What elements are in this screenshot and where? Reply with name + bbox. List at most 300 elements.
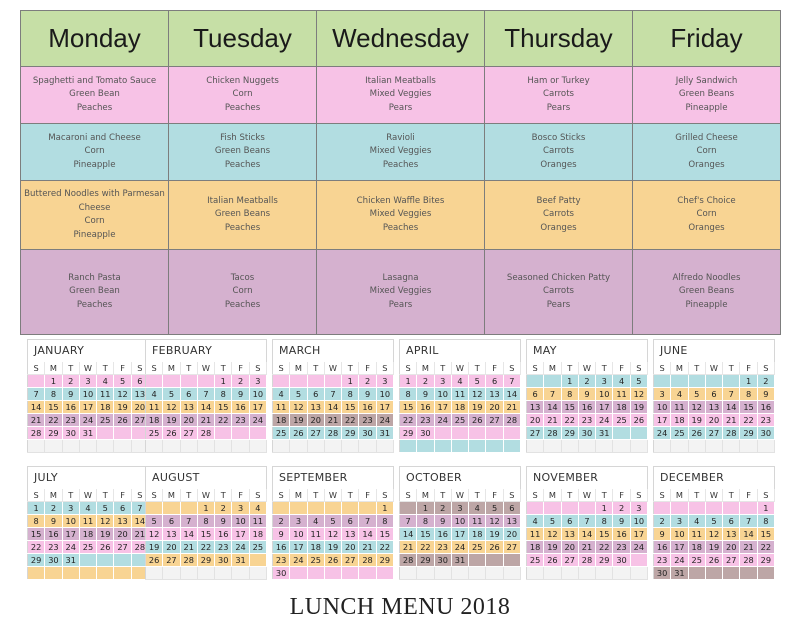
calendar-day: 20 [705,414,722,427]
calendar-day: 9 [654,528,671,541]
calendar-day: 14 [28,401,45,414]
calendar-week [273,528,394,541]
calendar-week [400,375,521,388]
calendar-day: 28 [723,427,740,440]
calendar-empty [578,567,595,580]
menu-item: Alfredo Noodles [672,272,741,283]
weekday-label: S [654,362,671,375]
calendar-day: 24 [79,414,96,427]
calendar-day: 25 [79,541,96,554]
menu-item: Pineapple [73,159,116,170]
calendar-day: 19 [688,414,705,427]
calendar-week [400,388,521,401]
calendar-week [527,401,648,414]
calendar-empty [180,375,197,388]
calendar-day: 5 [688,388,705,401]
calendar-day: 15 [417,528,434,541]
calendar-week [654,528,775,541]
calendar-day: 2 [434,502,451,515]
calendar-day: 23 [434,541,451,554]
calendar-day: 18 [79,528,96,541]
calendar-day: 19 [486,528,503,541]
calendar-day: 8 [28,515,45,528]
calendar-week [28,388,149,401]
calendar-day: 10 [596,388,613,401]
calendar-week [654,440,775,453]
calendar-day: 16 [215,528,232,541]
calendar-day: 3 [376,375,393,388]
menu-item: Corn [696,146,717,157]
calendar-day: 16 [434,528,451,541]
weekday-label: S [131,489,148,502]
weekly-menu-table [20,10,781,335]
month-calendar-june [653,339,775,453]
menu-item: Green Beans [678,286,735,297]
calendar-week [273,541,394,554]
menu-item: Jelly Sandwich [675,75,738,86]
calendar-day: 6 [180,388,197,401]
calendar-day: 11 [527,528,544,541]
calendar-empty [45,440,62,453]
menu-item: Pears [388,102,413,113]
calendar-day: 5 [163,388,180,401]
calendar-day: 1 [561,375,578,388]
calendar-day: 22 [757,541,774,554]
calendar-week [400,427,521,440]
calendar-day: 7 [359,515,376,528]
calendar-day: 29 [45,427,62,440]
calendar-day: 24 [249,414,266,427]
weekday-label: M [163,362,180,375]
menu-cell [485,181,633,250]
menu-item: Oranges [540,159,577,170]
calendar-day: 20 [131,401,148,414]
calendar-week [273,440,394,453]
calendar-day: 14 [544,401,561,414]
calendar-empty [28,440,45,453]
calendar-day: 15 [197,528,214,541]
calendar-empty [469,440,486,453]
calendar-day: 9 [273,528,290,541]
calendar-day: 26 [630,414,647,427]
calendar-day: 10 [671,528,688,541]
calendar-day: 23 [45,541,62,554]
calendar-day: 4 [613,375,630,388]
calendar-day: 2 [62,375,79,388]
menu-item: Pineapple [73,229,116,240]
menu-cell [169,181,317,250]
weekday-label: W [705,362,722,375]
calendar-day: 11 [97,388,114,401]
calendar-week [146,388,267,401]
calendar-day: 12 [630,388,647,401]
calendar-day: 4 [307,515,324,528]
calendar-day: 18 [307,541,324,554]
calendar-empty [45,567,62,580]
calendar-week [146,502,267,515]
month-calendar-october [399,466,521,580]
calendar-day: 9 [215,515,232,528]
calendar-day: 13 [114,515,131,528]
calendar-empty [146,502,163,515]
calendar-day: 23 [359,414,376,427]
calendar-day: 20 [561,541,578,554]
calendar-day: 16 [613,528,630,541]
menu-item: Corn [232,89,253,100]
calendar-day: 20 [307,414,324,427]
calendar-empty [486,440,503,453]
month-calendar-july [27,466,149,580]
calendar-week [527,528,648,541]
calendar-day: 4 [273,388,290,401]
calendar-day: 31 [62,554,79,567]
calendar-day: 16 [359,401,376,414]
weekday-label: F [232,362,249,375]
menu-item: Oranges [540,222,577,233]
calendar-week [146,414,267,427]
calendar-empty [451,440,468,453]
calendar-day: 20 [163,541,180,554]
calendar-week [400,440,521,453]
menu-item: Mixed Veggies [369,146,432,157]
calendar-empty [359,502,376,515]
calendar-day: 20 [723,541,740,554]
calendar-empty [578,502,595,515]
calendar-day: 8 [417,515,434,528]
calendar-empty [342,502,359,515]
calendar-week [273,502,394,515]
calendar-empty [630,554,647,567]
calendar-day: 10 [376,388,393,401]
menu-cell [169,250,317,335]
calendar-day: 5 [630,375,647,388]
calendar-day: 2 [215,502,232,515]
calendar-day: 13 [342,528,359,541]
menu-item: Pears [546,102,571,113]
calendar-empty [503,554,520,567]
calendar-day: 18 [613,401,630,414]
calendar-day: 28 [400,554,417,567]
calendar-day: 29 [342,427,359,440]
menu-item: Chef's Choice [677,195,736,206]
calendar-week [273,414,394,427]
calendar-day: 8 [45,388,62,401]
calendar-empty [307,567,324,580]
menu-item: Peaches [224,299,261,310]
calendar-day: 4 [671,388,688,401]
calendar-empty [307,502,324,515]
weekday-label: S [376,489,393,502]
calendar-day: 17 [79,401,96,414]
weekday-label: S [28,489,45,502]
calendar-day: 27 [561,554,578,567]
weekday-label: T [342,362,359,375]
calendar-empty [163,440,180,453]
calendar-week [273,427,394,440]
menu-item: Corn [232,286,253,297]
calendar-day: 16 [757,401,774,414]
calendar-empty [544,567,561,580]
menu-cell [633,181,781,250]
day-header-monday: Monday [21,11,169,67]
calendar-day: 3 [671,515,688,528]
calendar-day: 26 [688,427,705,440]
calendar-day: 1 [757,502,774,515]
calendar-day: 20 [486,401,503,414]
weekday-label: F [486,362,503,375]
calendar-day: 16 [417,401,434,414]
calendar-day: 10 [434,388,451,401]
calendar-day: 1 [417,502,434,515]
calendar-empty [97,427,114,440]
weekday-label: W [79,489,96,502]
calendar-week [146,554,267,567]
calendar-empty [324,502,341,515]
calendar-day: 15 [740,401,757,414]
calendar-empty [290,440,307,453]
calendar-empty [527,440,544,453]
calendar-day: 12 [469,388,486,401]
calendar-empty [451,567,468,580]
calendar-day: 17 [596,401,613,414]
calendar-day: 30 [613,554,630,567]
calendar-week [400,541,521,554]
calendar-day: 15 [561,401,578,414]
month-name: JUNE [654,340,775,363]
calendar-week [146,541,267,554]
calendar-empty [79,567,96,580]
calendar-week [146,440,267,453]
calendar-day: 11 [613,388,630,401]
calendar-day: 28 [197,427,214,440]
calendar-day: 13 [163,528,180,541]
weekday-label: F [740,362,757,375]
calendar-empty [342,440,359,453]
weekday-label: F [613,362,630,375]
calendar-week [28,528,149,541]
calendar-week [654,515,775,528]
calendar-day: 14 [197,401,214,414]
menu-cell [317,124,485,181]
calendar-empty [307,375,324,388]
calendar-day: 21 [723,414,740,427]
weekday-label: T [97,362,114,375]
calendar-day: 20 [527,414,544,427]
calendar-day: 10 [654,401,671,414]
calendar-day: 19 [146,541,163,554]
weekday-label: F [740,489,757,502]
calendar-empty [28,567,45,580]
calendar-day: 9 [45,515,62,528]
calendar-day: 27 [114,541,131,554]
weekday-label: S [146,489,163,502]
calendar-day: 28 [324,427,341,440]
calendar-day: 16 [232,401,249,414]
calendar-week [400,528,521,541]
calendar-day: 10 [451,515,468,528]
calendar-day: 25 [613,414,630,427]
calendar-day: 16 [578,401,595,414]
weekday-label: S [654,489,671,502]
menu-item: Buttered Noodles with Parmesan Cheese [24,189,165,213]
calendar-day: 23 [417,414,434,427]
calendar-empty [688,502,705,515]
calendar-day: 6 [163,515,180,528]
calendar-day: 25 [451,414,468,427]
menu-cell [169,67,317,124]
calendar-day: 7 [544,388,561,401]
calendar-week [273,388,394,401]
weekday-label: M [45,362,62,375]
calendar-empty [723,502,740,515]
calendar-day: 6 [503,502,520,515]
calendar-day: 24 [654,427,671,440]
weekday-label: W [451,489,468,502]
calendar-week [28,414,149,427]
menu-cell [317,181,485,250]
calendar-day: 13 [503,515,520,528]
calendar-day: 27 [307,427,324,440]
calendar-empty [544,502,561,515]
weekday-label: S [503,489,520,502]
weekday-label: F [114,362,131,375]
calendar-day: 24 [232,541,249,554]
calendar-day: 15 [215,401,232,414]
weekday-label: S [630,489,647,502]
calendar-empty [578,440,595,453]
calendar-week [28,427,149,440]
calendar-day: 21 [544,414,561,427]
calendar-day: 7 [723,388,740,401]
calendar-empty [180,567,197,580]
calendar-day: 22 [417,541,434,554]
calendar-day: 12 [486,515,503,528]
weekday-label: T [688,489,705,502]
calendar-day: 5 [97,502,114,515]
calendar-empty [180,502,197,515]
calendar-day: 17 [376,401,393,414]
weekday-label: S [757,489,774,502]
month-name: APRIL [400,340,521,363]
weekday-label: T [215,362,232,375]
calendar-day: 17 [249,401,266,414]
calendar-day: 13 [527,401,544,414]
menu-item: Corn [696,209,717,220]
calendar-week [527,502,648,515]
calendar-empty [62,440,79,453]
calendar-day: 25 [688,554,705,567]
calendar-empty [417,440,434,453]
calendar-day: 13 [180,401,197,414]
calendar-day: 14 [131,515,148,528]
calendar-day: 4 [79,502,96,515]
menu-item: Oranges [688,159,725,170]
calendar-day: 16 [273,541,290,554]
calendar-day: 21 [28,414,45,427]
calendar-week [654,502,775,515]
calendar-day: 18 [469,528,486,541]
calendar-day: 1 [740,375,757,388]
calendar-week [28,401,149,414]
calendar-empty [740,440,757,453]
calendar-day: 19 [324,541,341,554]
calendar-empty [740,502,757,515]
calendar-empty [232,567,249,580]
calendar-day: 18 [146,414,163,427]
calendar-day: 2 [757,375,774,388]
calendar-day: 10 [290,528,307,541]
calendar-week [527,440,648,453]
calendar-empty [79,440,96,453]
calendar-day: 15 [757,528,774,541]
menu-item: Italian Meatballs [365,75,436,86]
calendar-day: 11 [671,401,688,414]
calendar-day: 11 [273,401,290,414]
month-name: NOVEMBER [527,467,648,490]
calendar-day: 2 [273,515,290,528]
calendar-day: 4 [249,502,266,515]
calendar-empty [28,375,45,388]
menu-item: Pineapple [685,102,728,113]
calendar-day: 28 [503,414,520,427]
calendar-empty [163,375,180,388]
calendar-day: 1 [376,502,393,515]
calendar-empty [671,502,688,515]
calendar-day: 26 [114,414,131,427]
calendar-day: 25 [249,541,266,554]
calendar-day: 24 [376,414,393,427]
month-name: DECEMBER [654,467,775,490]
calendar-empty [757,440,774,453]
calendar-day: 23 [757,414,774,427]
calendar-day: 25 [671,427,688,440]
calendar-week [28,375,149,388]
calendar-day: 18 [249,528,266,541]
calendar-empty [544,375,561,388]
weekday-label: S [28,362,45,375]
calendar-day: 8 [757,515,774,528]
calendar-day: 9 [757,388,774,401]
calendar-empty [757,567,774,580]
menu-week-row [21,181,781,250]
calendar-empty [359,567,376,580]
calendar-day: 20 [503,528,520,541]
calendar-empty [417,567,434,580]
calendar-day: 12 [705,528,722,541]
weekday-label: M [544,489,561,502]
weekday-label: W [451,362,468,375]
calendar-day: 7 [324,388,341,401]
calendar-day: 13 [723,528,740,541]
calendar-day: 7 [503,375,520,388]
calendar-empty [273,375,290,388]
calendar-day: 6 [486,375,503,388]
calendar-empty [290,567,307,580]
menu-item: Ravioli [386,132,415,143]
calendar-day: 19 [705,541,722,554]
calendar-day: 6 [705,388,722,401]
calendar-empty [654,375,671,388]
calendar-day: 24 [596,414,613,427]
calendar-empty [197,567,214,580]
calendar-empty [561,567,578,580]
weekday-label: S [400,489,417,502]
calendar-day: 14 [180,528,197,541]
calendar-week [28,515,149,528]
calendar-empty [232,427,249,440]
calendar-empty [705,375,722,388]
calendar-day: 25 [97,414,114,427]
